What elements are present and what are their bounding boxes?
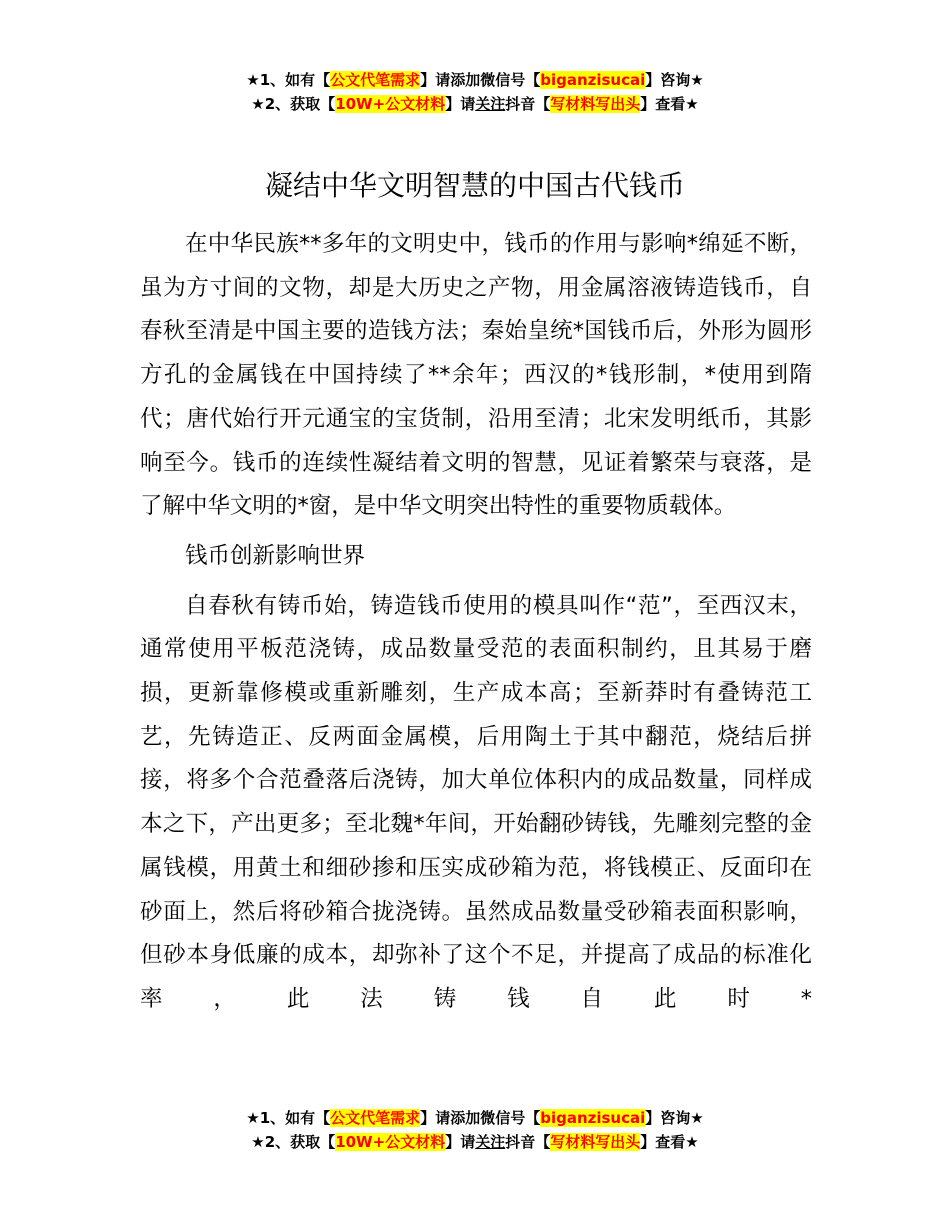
- highlight-service: 公文代笔需求: [330, 71, 421, 89]
- banner-text: 】查看★: [640, 1133, 699, 1151]
- highlight-account: 写材料写出头: [550, 1133, 641, 1151]
- banner-line-2: [0, 92, 950, 116]
- banner-text: 】请添加微信号【: [420, 1109, 541, 1127]
- banner-text: 】请: [445, 95, 476, 113]
- document-title: 凝结中华文明智慧的中国古代钱币: [264, 169, 685, 202]
- footer-banner: [0, 1106, 950, 1154]
- banner-text: 】咨询★: [645, 71, 704, 89]
- banner-line-2: [0, 1130, 950, 1154]
- paragraph-casting: 自春秋有铸币始，铸造钱币使用的模具叫作“范”，至西汉末，通常使用平板范浇铸，成品数量受范的表面积制约，且其易于磨损，更新靠修模或重新雕刻，生产成本高；至新莽时有叠铸范工艺，先铸造正、反两面金属模，后用陶土于其中翻范，烧结后拼接，将多个合范叠落后浇铸，加大单位体积内的成品数量，同样成本之下，产出更多；至北魏*年间，开始翻砂铸钱，先雕刻完整的金属钱模，用黄土和细砂掺和压实成砂箱为范，将钱模正、反面印在砂面上，然后将砂箱合拢浇铸。虽然成品数量受砂箱表面积影响，但砂本身低廉的成本，却弥补了这个不足，并提高了成品的标准化率，此法铸钱自此时*: [140, 592, 812, 1012]
- highlight-materials: 10W+公文材料: [335, 1133, 446, 1151]
- document-body: [140, 223, 812, 1028]
- highlight-account: 写材料写出头: [550, 95, 641, 113]
- paragraph-intro: 在中华民族**多年的文明史中，钱币的作用与影响*绵延不断，虽为方寸间的文物，却是大历史之产物，用金属溶液铸造钱币，自春秋至清是中国主要的造钱方法；秦始皇统*国钱币后，外形为圆形方孔的金属钱在中国持续了**余年；西汉的*钱形制，*使用到隋代；唐代始行开元通宝的宝货制，沿用至清；北宋发明纸币，其影响至今。钱币的连续性凝结着文明的智慧，见证着繁荣与衰落，是了解中华文明的*窗，是中华文明突出特性的重要物质载体。: [140, 231, 812, 520]
- highlight-wechat-id: biganzisucai: [540, 1109, 646, 1127]
- underlined-follow: 关注: [475, 95, 506, 113]
- header-banner: [0, 68, 950, 116]
- banner-line-1: [0, 68, 950, 92]
- underlined-follow: 关注: [475, 1133, 506, 1151]
- highlight-service: 公文代笔需求: [330, 1109, 421, 1127]
- banner-text: ★1、如有【: [246, 1109, 331, 1127]
- highlight-materials: 10W+公文材料: [335, 95, 446, 113]
- section-heading: 钱币创新影响世界: [185, 542, 366, 569]
- banner-text: ★2、获取【: [251, 1133, 336, 1151]
- banner-text: 抖音【: [505, 1133, 551, 1151]
- banner-text: 】查看★: [640, 95, 699, 113]
- banner-text: ★2、获取【: [251, 95, 336, 113]
- banner-line-1: [0, 1106, 950, 1130]
- banner-text: ★1、如有【: [246, 71, 331, 89]
- banner-text: 抖音【: [505, 95, 551, 113]
- highlight-wechat-id: biganzisucai: [540, 71, 646, 89]
- banner-text: 】请: [445, 1133, 476, 1151]
- banner-text: 】请添加微信号【: [420, 71, 541, 89]
- banner-text: 】咨询★: [645, 1109, 704, 1127]
